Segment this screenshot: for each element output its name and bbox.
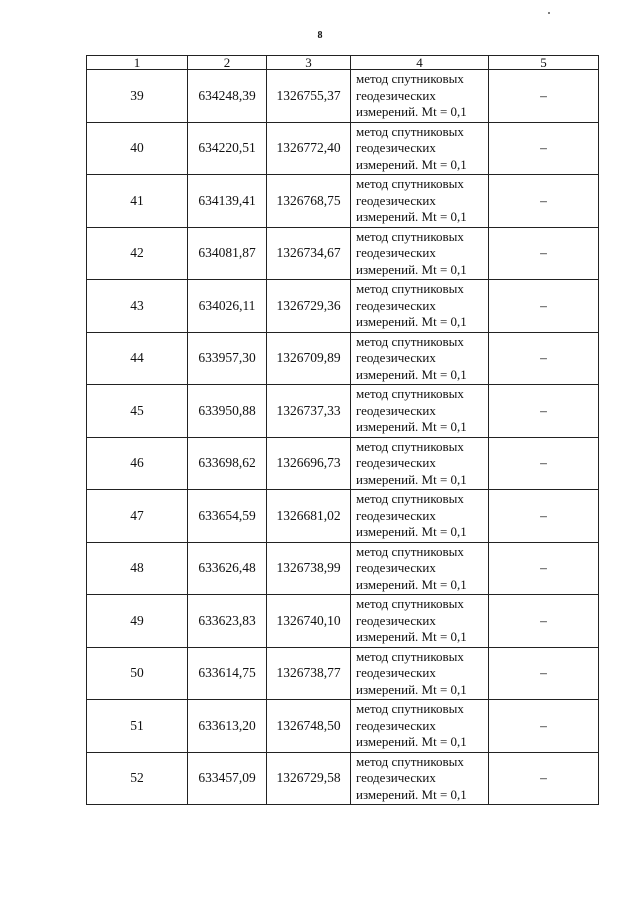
table-row xyxy=(87,752,599,805)
column-header-5: 5 xyxy=(489,56,599,70)
y-coordinate-cell: 1326755,37 xyxy=(267,70,351,123)
method-cell xyxy=(351,70,489,123)
x-coordinate-cell: 633698,62 xyxy=(188,437,267,490)
method-line-1: метод спутниковых xyxy=(356,71,464,86)
method-line-1: метод спутниковых xyxy=(356,596,464,611)
note-cell: – xyxy=(489,595,599,648)
note-cell: – xyxy=(489,70,599,123)
method-cell xyxy=(351,385,489,438)
method-line-2: геодезических xyxy=(356,297,436,313)
method-cell xyxy=(351,332,489,385)
point-number-cell: 47 xyxy=(87,490,188,543)
method-line-3: измерений. Mt = 0,1 xyxy=(356,419,467,434)
point-number-cell: 41 xyxy=(87,175,188,228)
method-line-2: геодезических xyxy=(356,245,436,260)
method-cell xyxy=(351,437,489,490)
method-cell xyxy=(351,700,489,753)
table-header xyxy=(87,56,599,70)
point-number-cell: 44 xyxy=(87,332,188,385)
x-coordinate-cell: 634081,87 xyxy=(188,227,267,280)
x-coordinate-cell: 634220,51 xyxy=(188,122,267,175)
method-line-3: измерений. Mt = 0,1 xyxy=(356,524,467,539)
x-coordinate-cell: 633654,59 xyxy=(188,490,267,543)
table-row xyxy=(87,647,599,700)
method-line-2: геодезических xyxy=(356,770,436,785)
table-row xyxy=(87,122,599,175)
y-coordinate-cell: 1326738,99 xyxy=(267,542,351,595)
note-cell: – xyxy=(489,332,599,385)
point-number-cell: 46 xyxy=(87,437,188,490)
method-line-1: метод спутниковых xyxy=(356,438,464,454)
method-line-3: измерений. Mt = 0,1 xyxy=(356,209,467,224)
point-number-cell: 40 xyxy=(87,122,188,175)
method-line-1: метод спутниковых xyxy=(356,543,464,559)
table-body xyxy=(87,70,599,805)
note-cell: – xyxy=(489,752,599,805)
table-row xyxy=(87,332,599,385)
method-cell xyxy=(351,542,489,595)
y-coordinate-cell: 1326738,77 xyxy=(267,647,351,700)
method-line-1: метод спутниковых xyxy=(356,333,464,349)
x-coordinate-cell: 634248,39 xyxy=(188,70,267,123)
table-row xyxy=(87,175,599,228)
method-line-3: измерений. Mt = 0,1 xyxy=(356,104,467,119)
note-cell: – xyxy=(489,542,599,595)
method-line-3: измерений. Mt = 0,1 xyxy=(356,156,467,172)
y-coordinate-cell: 1326734,67 xyxy=(267,227,351,280)
method-line-2: геодезических xyxy=(356,87,436,103)
method-line-2: геодезических xyxy=(356,665,436,680)
y-coordinate-cell: 1326729,58 xyxy=(267,752,351,805)
table-row xyxy=(87,700,599,753)
note-cell: – xyxy=(489,122,599,175)
y-coordinate-cell: 1326681,02 xyxy=(267,490,351,543)
method-line-3: измерений. Mt = 0,1 xyxy=(356,314,467,329)
y-coordinate-cell: 1326740,10 xyxy=(267,595,351,648)
column-header-3: 3 xyxy=(267,56,351,70)
note-cell: – xyxy=(489,700,599,753)
x-coordinate-cell: 634026,11 xyxy=(188,280,267,333)
method-line-3: измерений. Mt = 0,1 xyxy=(356,629,467,644)
method-line-2: геодезических xyxy=(356,350,436,365)
method-cell xyxy=(351,175,489,228)
method-line-1: метод спутниковых xyxy=(356,491,464,506)
point-number-cell: 45 xyxy=(87,385,188,438)
method-line-3: измерений. Mt = 0,1 xyxy=(356,366,467,382)
method-line-2: геодезических xyxy=(356,192,436,208)
y-coordinate-cell: 1326772,40 xyxy=(267,122,351,175)
x-coordinate-cell: 634139,41 xyxy=(188,175,267,228)
point-number-cell: 51 xyxy=(87,700,188,753)
column-header-1: 1 xyxy=(87,56,188,70)
method-cell xyxy=(351,122,489,175)
scan-speck xyxy=(548,12,550,14)
method-cell xyxy=(351,595,489,648)
table-row xyxy=(87,70,599,123)
note-cell: – xyxy=(489,490,599,543)
method-cell xyxy=(351,227,489,280)
note-cell: – xyxy=(489,437,599,490)
x-coordinate-cell: 633957,30 xyxy=(188,332,267,385)
method-cell xyxy=(351,647,489,700)
method-line-1: метод спутниковых xyxy=(356,753,464,769)
method-line-2: геодезических xyxy=(356,455,436,470)
method-line-3: измерений. Mt = 0,1 xyxy=(356,734,467,749)
note-cell: – xyxy=(489,227,599,280)
y-coordinate-cell: 1326696,73 xyxy=(267,437,351,490)
y-coordinate-cell: 1326748,50 xyxy=(267,700,351,753)
table-row xyxy=(87,437,599,490)
table-row xyxy=(87,227,599,280)
point-number-cell: 52 xyxy=(87,752,188,805)
method-line-3: измерений. Mt = 0,1 xyxy=(356,681,467,697)
note-cell: – xyxy=(489,647,599,700)
x-coordinate-cell: 633623,83 xyxy=(188,595,267,648)
point-number-cell: 43 xyxy=(87,280,188,333)
method-cell xyxy=(351,490,489,543)
method-line-2: геодезических xyxy=(356,560,436,575)
note-cell: – xyxy=(489,175,599,228)
method-line-2: геодезических xyxy=(356,140,436,155)
method-line-1: метод спутниковых xyxy=(356,228,464,244)
table-row xyxy=(87,490,599,543)
table-row xyxy=(87,385,599,438)
table-row xyxy=(87,595,599,648)
method-line-3: измерений. Mt = 0,1 xyxy=(356,576,467,592)
method-line-3: измерений. Mt = 0,1 xyxy=(356,261,467,277)
point-number-cell: 49 xyxy=(87,595,188,648)
method-line-2: геодезических xyxy=(356,507,436,523)
table-row xyxy=(87,542,599,595)
method-line-1: метод спутниковых xyxy=(356,386,464,401)
method-line-2: геодезических xyxy=(356,612,436,628)
note-cell: – xyxy=(489,280,599,333)
method-cell xyxy=(351,752,489,805)
method-line-1: метод спутниковых xyxy=(356,701,464,716)
header-row xyxy=(87,56,599,70)
y-coordinate-cell: 1326768,75 xyxy=(267,175,351,228)
y-coordinate-cell: 1326737,33 xyxy=(267,385,351,438)
method-line-2: геодезических xyxy=(356,402,436,418)
note-cell: – xyxy=(489,385,599,438)
method-line-1: метод спутниковых xyxy=(356,648,464,664)
point-number-cell: 50 xyxy=(87,647,188,700)
method-line-3: измерений. Mt = 0,1 xyxy=(356,471,467,487)
method-line-1: метод спутниковых xyxy=(356,176,464,191)
page-number: 8 xyxy=(317,30,323,41)
x-coordinate-cell: 633613,20 xyxy=(188,700,267,753)
x-coordinate-cell: 633950,88 xyxy=(188,385,267,438)
table-row xyxy=(87,280,599,333)
method-line-3: измерений. Mt = 0,1 xyxy=(356,786,467,802)
coordinates-table xyxy=(86,55,599,805)
column-header-2: 2 xyxy=(188,56,267,70)
x-coordinate-cell: 633457,09 xyxy=(188,752,267,805)
x-coordinate-cell: 633614,75 xyxy=(188,647,267,700)
x-coordinate-cell: 633626,48 xyxy=(188,542,267,595)
point-number-cell: 48 xyxy=(87,542,188,595)
point-number-cell: 39 xyxy=(87,70,188,123)
method-line-2: геодезических xyxy=(356,717,436,733)
column-header-4: 4 xyxy=(351,56,489,70)
method-cell xyxy=(351,280,489,333)
method-line-1: метод спутниковых xyxy=(356,123,464,139)
method-line-1: метод спутниковых xyxy=(356,281,464,296)
point-number-cell: 42 xyxy=(87,227,188,280)
y-coordinate-cell: 1326709,89 xyxy=(267,332,351,385)
y-coordinate-cell: 1326729,36 xyxy=(267,280,351,333)
